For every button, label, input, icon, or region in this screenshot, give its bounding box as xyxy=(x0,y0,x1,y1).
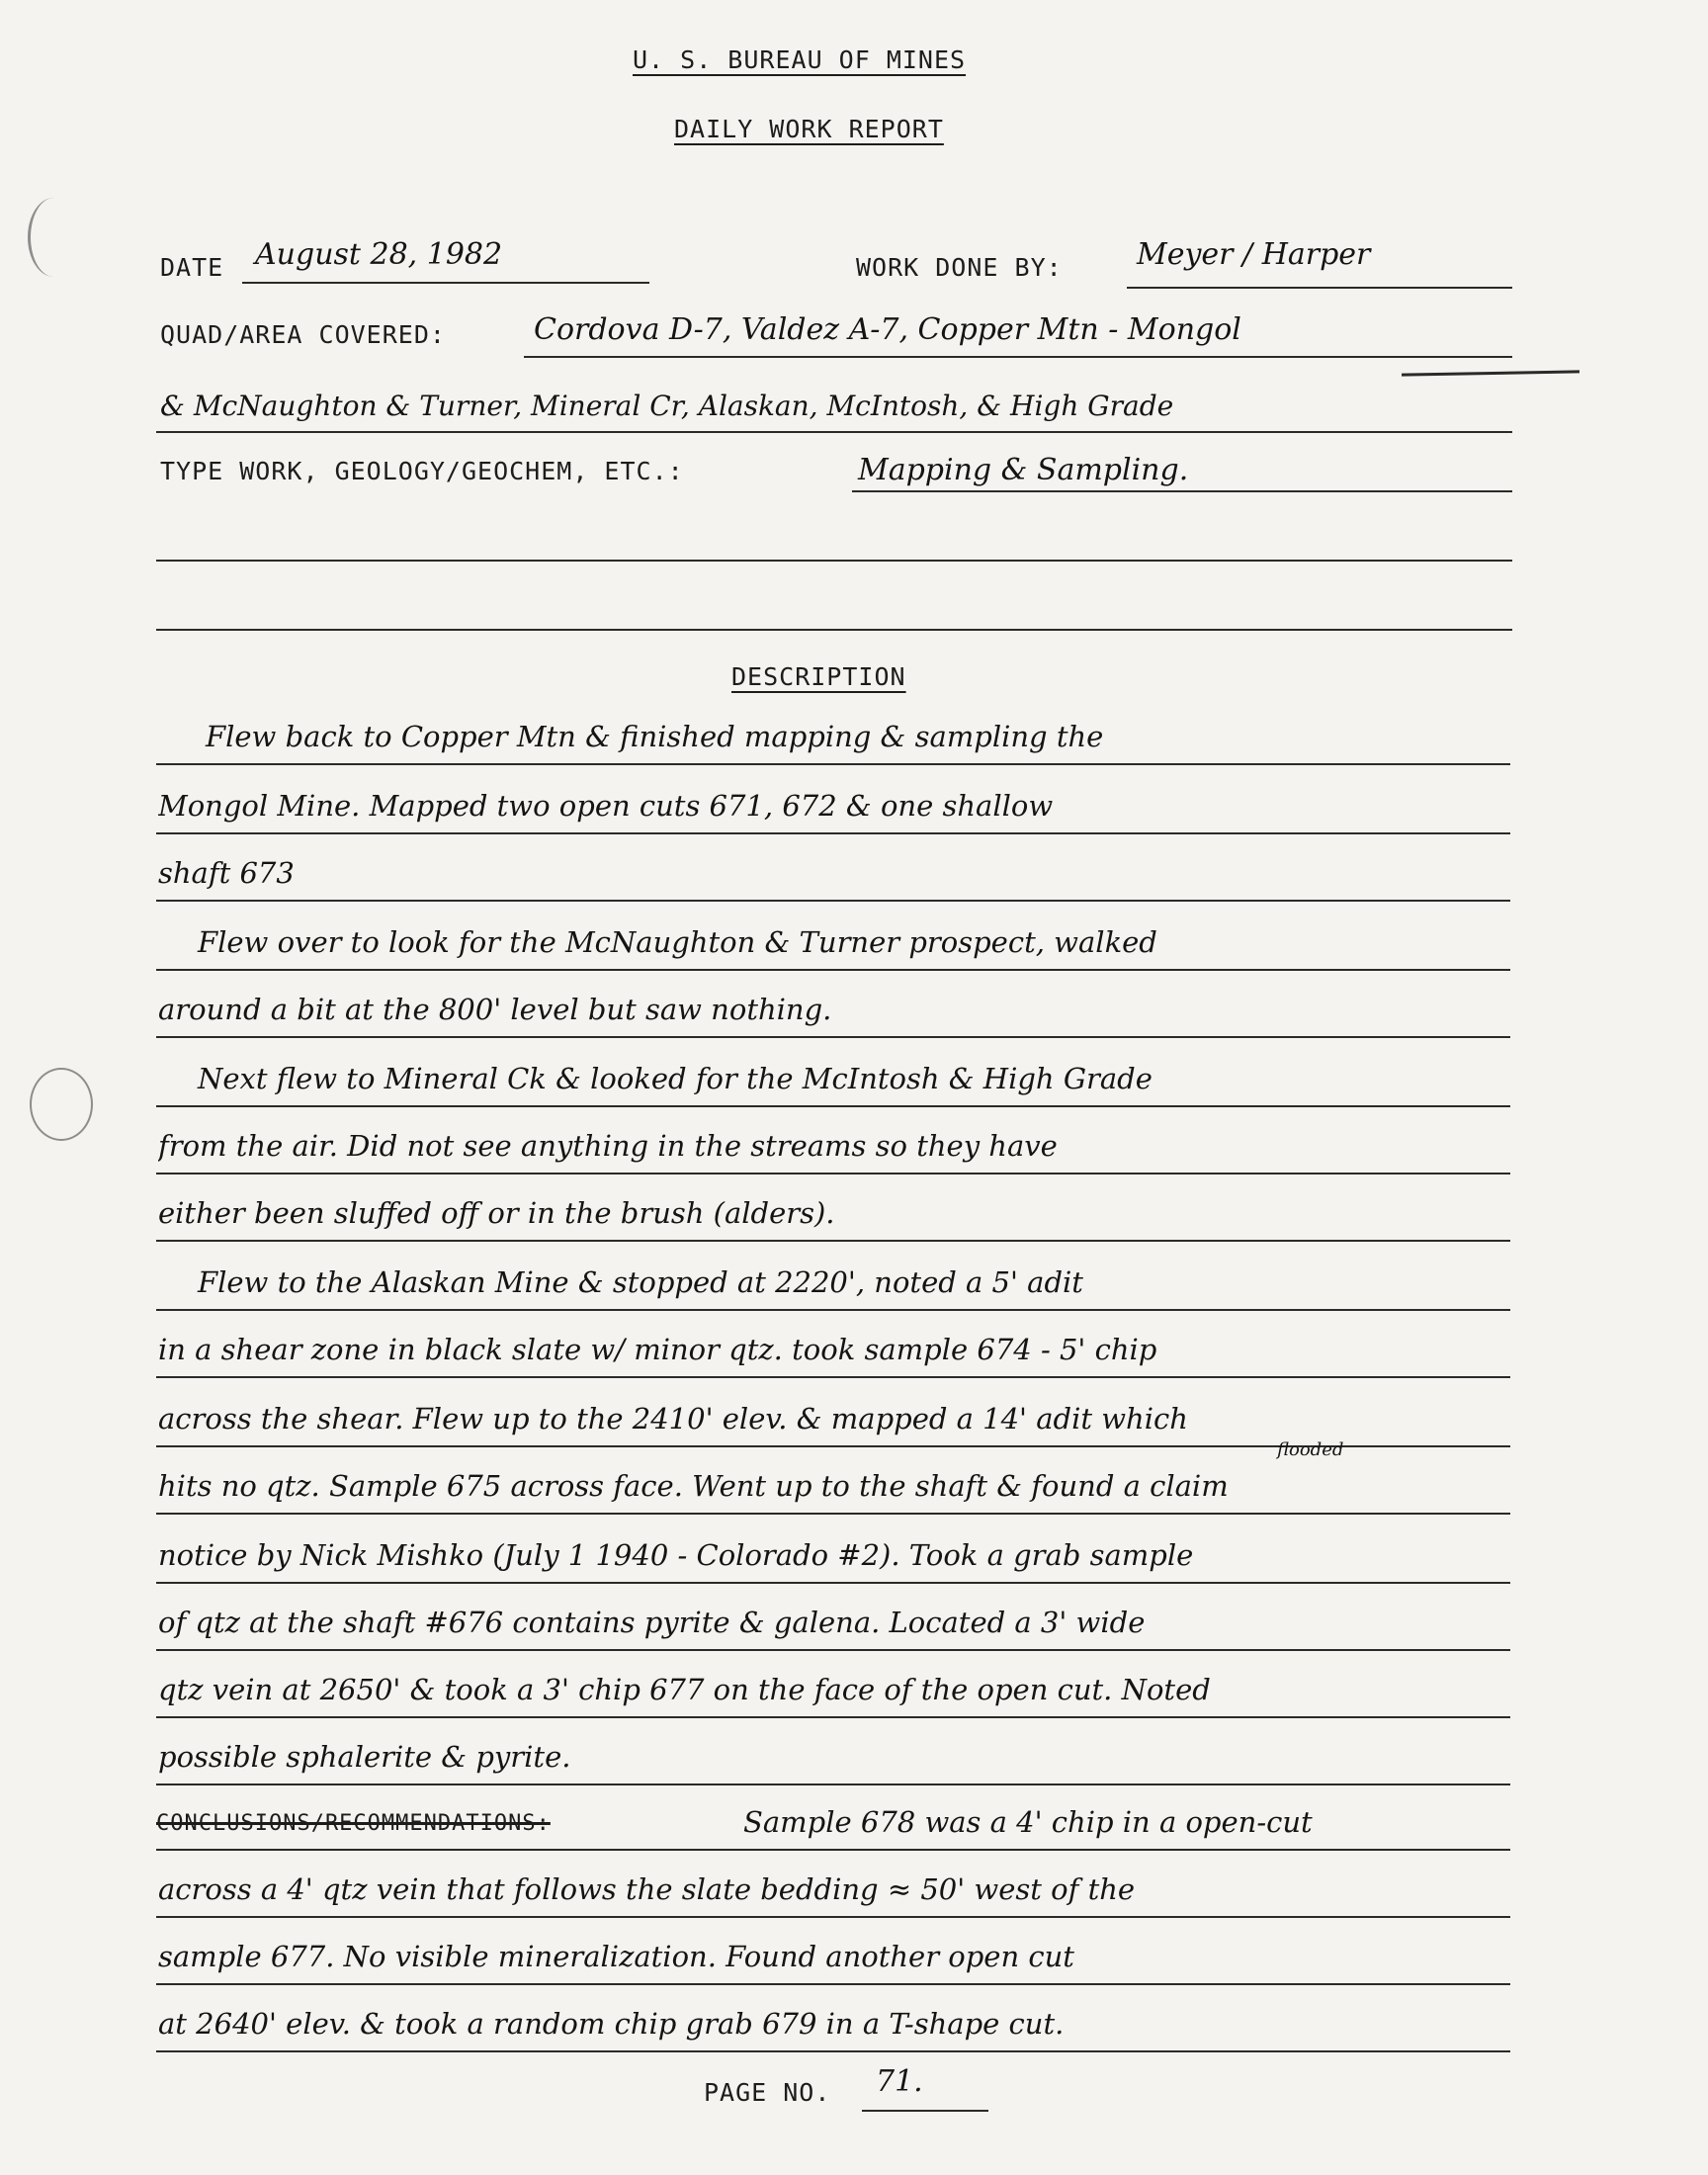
punch-hole-middle xyxy=(30,1068,93,1141)
description-line-3: shaft 673 xyxy=(158,856,295,890)
description-rule-6 xyxy=(156,1105,1510,1107)
description-heading: DESCRIPTION xyxy=(731,662,906,691)
description-rule-7 xyxy=(156,1173,1510,1174)
quad-area-value-line1: Cordova D-7, Valdez A-7, Copper Mtn - Mongol xyxy=(534,312,1241,347)
conclusions-label: CONCLUSIONS/RECOMMENDATIONS: xyxy=(156,1811,551,1836)
description-rule-13 xyxy=(156,1582,1510,1584)
description-line-9: Flew to the Alaskan Mine & stopped at 2220', noted a 5' adit xyxy=(198,1265,1083,1299)
page-number-rule xyxy=(862,2110,988,2112)
description-line-11: across the shear. Flew up to the 2410' elev. & mapped a 14' adit which xyxy=(158,1402,1188,1436)
quad-area-label: QUAD/AREA COVERED: xyxy=(160,320,446,349)
description-rule-1 xyxy=(156,763,1510,765)
blank-rule-2 xyxy=(156,629,1512,631)
description-line-13: notice by Nick Mishko (July 1 1940 - Colorado #2). Took a grab sample xyxy=(158,1538,1194,1572)
description-line-4: Flew over to look for the McNaughton & Turner prospect, walked xyxy=(198,925,1157,959)
punch-hole-top xyxy=(28,198,80,277)
description-line-10: in a shear zone in black slate w/ minor qtz. took sample 674 - 5' chip xyxy=(158,1333,1157,1366)
description-rule-4 xyxy=(156,969,1510,971)
date-label: DATE xyxy=(160,253,224,282)
conclusions-rule-4 xyxy=(156,2050,1510,2052)
description-rule-14 xyxy=(156,1649,1510,1651)
date-value: August 28, 1982 xyxy=(255,237,503,272)
description-rule-5 xyxy=(156,1036,1510,1038)
conclusions-line-3: sample 677. No visible mineralization. Found another open cut xyxy=(158,1940,1074,1973)
description-rule-2 xyxy=(156,832,1510,834)
description-line-15: qtz vein at 2650' & took a 3' chip 677 on the face of the open cut. Noted xyxy=(158,1673,1211,1706)
work-done-by-rule xyxy=(1127,287,1512,289)
description-rule-10 xyxy=(156,1376,1510,1378)
description-line-2: Mongol Mine. Mapped two open cuts 671, 672 & one shallow xyxy=(158,789,1054,823)
description-line-5: around a bit at the 800' level but saw nothing. xyxy=(158,993,832,1026)
description-line-6: Next flew to Mineral Ck & looked for the McIntosh & High Grade xyxy=(198,1062,1153,1095)
type-work-label: TYPE WORK, GEOLOGY/GEOCHEM, ETC.: xyxy=(160,457,684,485)
description-rule-15 xyxy=(156,1716,1510,1718)
conclusions-line-4: at 2640' elev. & took a random chip grab 679 in a T-shape cut. xyxy=(158,2007,1065,2041)
description-line-1: Flew back to Copper Mtn & finished mapping & sampling the xyxy=(206,720,1104,753)
description-rule-3 xyxy=(156,900,1510,902)
type-work-rule xyxy=(852,490,1512,492)
description-rule-12 xyxy=(156,1513,1510,1515)
agency-title: U. S. BUREAU OF MINES xyxy=(633,45,967,74)
conclusions-rule-1 xyxy=(156,1849,1510,1851)
type-work-value: Mapping & Sampling. xyxy=(858,453,1189,487)
work-done-by-label: WORK DONE BY: xyxy=(856,253,1063,282)
quad-area-rule-2 xyxy=(156,431,1512,433)
conclusions-rule-2 xyxy=(156,1916,1510,1918)
form-title: DAILY WORK REPORT xyxy=(674,115,944,143)
mongol-underline xyxy=(1402,370,1580,376)
description-line-7: from the air. Did not see anything in the streams so they have xyxy=(158,1129,1058,1163)
date-rule xyxy=(242,282,649,284)
conclusions-line-2: across a 4' qtz vein that follows the slate bedding ≈ 50' west of the xyxy=(158,1872,1136,1906)
description-rule-9 xyxy=(156,1309,1510,1311)
quad-area-rule-1 xyxy=(524,356,1512,358)
work-done-by-value: Meyer / Harper xyxy=(1137,237,1371,272)
description-line-12: hits no qtz. Sample 675 across face. Went up to the shaft & found a claim xyxy=(158,1469,1229,1503)
page-number-label: PAGE NO. xyxy=(704,2078,831,2107)
page-number-value: 71. xyxy=(876,2064,923,2099)
conclusions-rule-3 xyxy=(156,1983,1510,1985)
blank-rule-1 xyxy=(156,560,1512,562)
quad-area-value-line2: & McNaughton & Turner, Mineral Cr, Alaskan, McIntosh, & High Grade xyxy=(160,390,1174,422)
description-line-8: either been sluffed off or in the brush (alders). xyxy=(158,1196,835,1230)
description-rule-8 xyxy=(156,1240,1510,1242)
insertion-note-flooded: flooded xyxy=(1277,1439,1344,1460)
conclusions-line-1: Sample 678 was a 4' chip in a open-cut xyxy=(743,1805,1313,1839)
description-line-14: of qtz at the shaft #676 contains pyrite & galena. Located a 3' wide xyxy=(158,1606,1146,1639)
description-rule-16 xyxy=(156,1784,1510,1785)
description-line-16: possible sphalerite & pyrite. xyxy=(158,1740,571,1774)
